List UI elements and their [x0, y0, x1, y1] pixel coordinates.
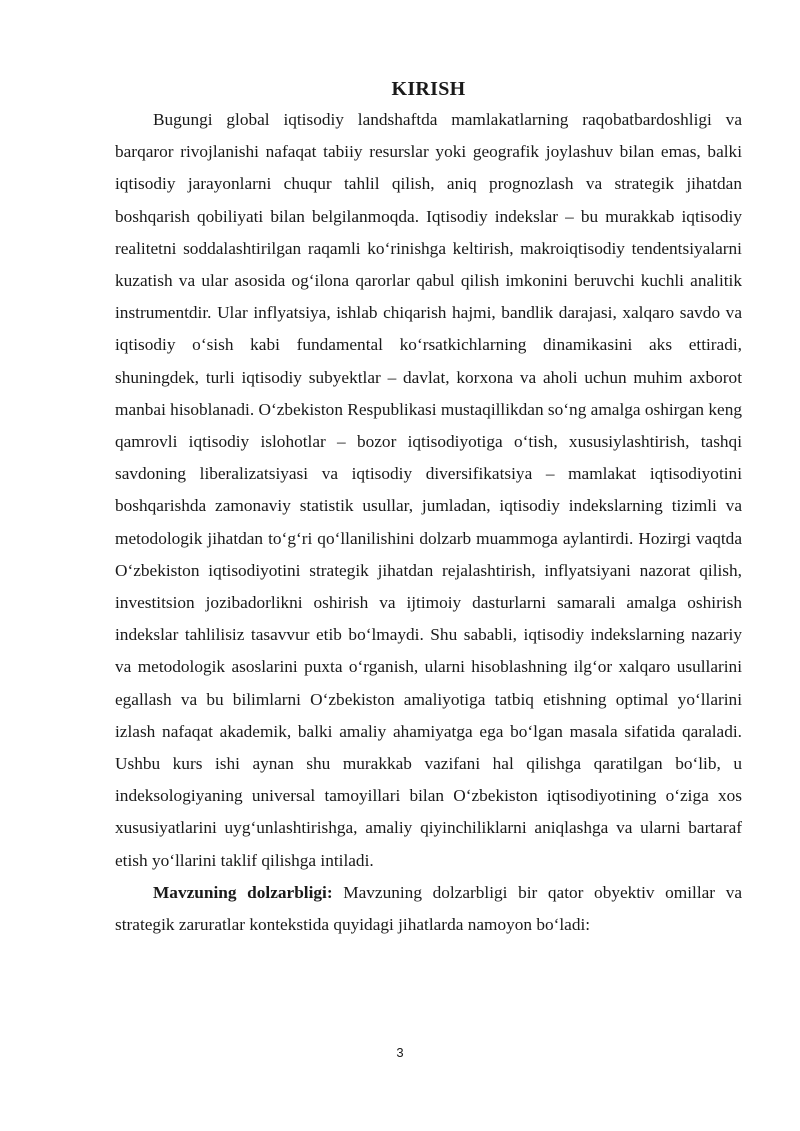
intro-paragraph: Bugungi global iqtisodiy landshaftda mamlakatlarning raqobatbardoshligi va barqaror rivojlanishi nafaqat tabiiy resurslar yoki geografik joylashuv bilan emas, balki iqtisodiy jarayonlarni chuqur tahlil qilish, aniq prognozlash va strategik jihatdan boshqarish qobiliyati bilan belgilanmoqda. Iqtisodiy indekslar – bu murakkab iqtisodiy realitetni soddalashtirilgan raqamli ko‘rinishga keltirish, makroiqtisodiy tendentsiyalarni kuzatish va ular asosida og‘ilona qarorlar qabul qilish imkonini beruvchi kuchli analitik instrumentdir. Ular inflyatsiya, ishlab chiqarish hajmi, bandlik darajasi, xalqaro savdo va iqtisodiy o‘sish kabi fundamental ko‘rsatkichlarning dinamikasini aks ettiradi, shuningdek, turli iqtisodiy subyektlar – davlat, korxona va aholi uchun muhim axborot manbai hisoblanadi. O‘zbekiston Respublikasi mustaqillikdan so‘ng amalga oshirgan keng qamrovli iqtisodiy islohotlar – bozor iqtisodiyotiga o‘tish, xususiylashtirish, tashqi savdoning liberalizatsiyasi va iqtisodiy diversifikatsiya – mamlakat iqtisodiyotini boshqarishda zamonaviy statistik usullar, jumladan, iqtisodiy indekslarning tizimli va metodologik jihatdan to‘g‘ri qo‘llanilishini dolzarb muammoga aylantirdi. Hozirgi vaqtda O‘zbekiston iqtisodiyotini strategik jihatdan rejalashtirish, inflyatsiyani nazorat qilish, investitsion jozibadorlikni oshirish va ijtimoiy dasturlarni samarali amalga oshirish indekslar tahlilisiz tasavvur etib bo‘lmaydi. Shu sababli, iqtisodiy indekslarning nazariy va metodologik asoslarini puxta o‘rganish, ularni hisoblashning ilg‘or xalqaro usullarini egallash va bu bilimlarni O‘zbekiston amaliyotiga tatbiq etishning optimal yo‘llarini izlash nafaqat akademik, balki amaliy ahamiyatga ega bo‘lgan masala sifatida qaraladi. Ushbu kurs ishi aynan shu murakkab vazifani hal qilishga qaratilgan bo‘lib, u indeksologiyaning universal tamoyillari bilan O‘zbekiston iqtisodiyotining o‘ziga xos xususiyatlarini uyg‘unlashtirishga, amaliy qiyinchiliklarni aniqlashga va ularni bartaraf etish yo‘llarini taklif qilishga intiladi.	[115, 110, 742, 870]
section-heading: KIRISH	[391, 78, 466, 100]
relevance-text: Mavzuning dolzarbligi bir qator obyektiv omillar va strategik zaruratlar kontekstida quyidagi jihatlarda namoyon bo‘ladi:	[115, 882, 743, 935]
page-number: 3	[396, 1045, 404, 1060]
relevance-paragraph	[115, 877, 742, 941]
relevance-lead: Mavzuning dolzarbligi:	[153, 882, 333, 902]
page-content	[115, 74, 742, 941]
